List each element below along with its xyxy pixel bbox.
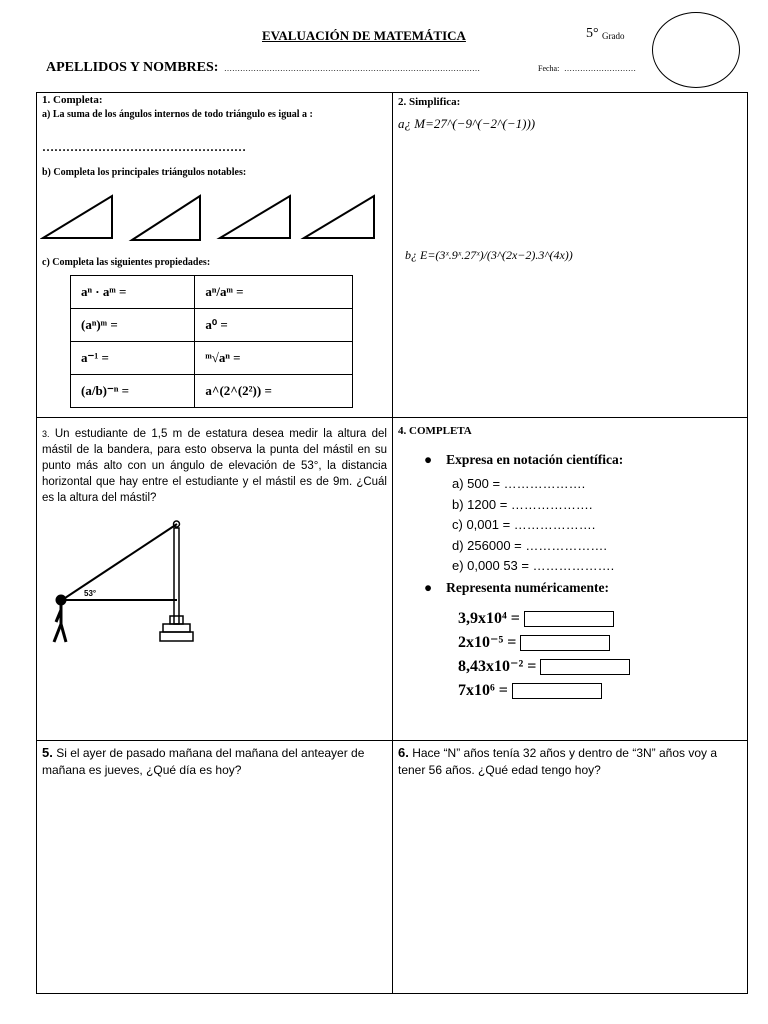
q5-statement bbox=[42, 744, 382, 779]
q4-bullet-2 bbox=[424, 580, 609, 596]
notable-triangles bbox=[40, 190, 380, 245]
q5-number: 5. bbox=[42, 745, 53, 760]
rep-row-2 bbox=[458, 631, 630, 655]
rep-answer-box-2[interactable] bbox=[520, 635, 610, 651]
date-label: Fecha: bbox=[538, 64, 560, 73]
rep-row-3 bbox=[458, 655, 630, 679]
q4-representation-list bbox=[458, 607, 630, 703]
name-label: APELLIDOS Y NOMBRES: bbox=[46, 60, 219, 75]
triangle-2 bbox=[132, 196, 200, 240]
photo-circle bbox=[652, 12, 740, 88]
triangle-3 bbox=[220, 196, 290, 238]
exam-title: EVALUACIÓN DE MATEMÁTICA bbox=[262, 28, 466, 43]
q4-bullet-2-text: Representa numéricamente: bbox=[446, 580, 609, 595]
table-row bbox=[71, 342, 353, 375]
rep-row-4 bbox=[458, 679, 630, 703]
rep-answer-box-3[interactable] bbox=[540, 659, 630, 675]
prop-root[interactable]: ᵐ√aⁿ = bbox=[195, 342, 353, 375]
rep-answer-box-4[interactable] bbox=[512, 683, 602, 699]
q1-part-b: b) Completa los principales triángulos notables: bbox=[42, 167, 247, 178]
table-row bbox=[71, 276, 353, 309]
q1-part-c: c) Completa las siguientes propiedades: bbox=[42, 257, 211, 268]
student-figure bbox=[54, 596, 66, 642]
q2-title: 2. Simplifica: bbox=[398, 96, 461, 108]
q6-text: Hace “N” años tenía 32 años y dentro de “3N” años voy a tener 56 años. ¿Qué edad tengo hoy? bbox=[398, 746, 718, 777]
table-row bbox=[71, 309, 353, 342]
table-row bbox=[71, 375, 353, 408]
flagpole bbox=[160, 521, 193, 641]
rep-expression-3: 8,43x10⁻² = bbox=[458, 658, 537, 675]
prop-quotient[interactable]: aⁿ/aᵐ = bbox=[195, 276, 353, 309]
angle-label: 53° bbox=[84, 589, 97, 598]
rep-expression-2: 2x10⁻⁵ = bbox=[458, 634, 517, 651]
q4-title: 4. COMPLETA bbox=[398, 425, 472, 437]
q4-item-b[interactable]: b) 1200 = ………………. bbox=[452, 496, 593, 512]
properties-table bbox=[70, 275, 353, 408]
q3-statement bbox=[42, 426, 387, 506]
q1-part-a: a) La suma de los ángulos internos de todo triángulo es igual a : bbox=[42, 109, 313, 120]
grid-divider-row2 bbox=[36, 740, 748, 741]
prop-fraction-negative[interactable]: (a/b)⁻ⁿ = bbox=[71, 375, 195, 408]
grid-divider-vertical bbox=[392, 92, 393, 994]
prop-negative-exponent[interactable]: a⁻¹ = bbox=[71, 342, 195, 375]
triangle-1 bbox=[43, 196, 112, 238]
bullet-dot: ● bbox=[424, 580, 433, 595]
rep-expression-4: 7x10⁶ = bbox=[458, 682, 508, 699]
rep-answer-box-1[interactable] bbox=[524, 611, 614, 627]
flagpole-diagram bbox=[44, 518, 204, 648]
q4-item-d[interactable]: d) 256000 = ………………. bbox=[452, 537, 607, 553]
bullet-dot: ● bbox=[424, 452, 433, 467]
grid-divider-row1 bbox=[36, 417, 748, 418]
triangle-4 bbox=[304, 196, 374, 238]
q4-item-list bbox=[452, 474, 614, 577]
q4-bullet-1 bbox=[424, 452, 623, 468]
q4-item-e[interactable]: e) 0,000 53 = ………………. bbox=[452, 558, 615, 573]
q6-statement bbox=[398, 744, 743, 779]
grade-label: Grado bbox=[602, 31, 625, 41]
q1-part-a-answer[interactable]: …………………………………………… bbox=[42, 140, 246, 154]
prop-product[interactable]: aⁿ · aᵐ = bbox=[71, 276, 195, 309]
q3-number: 3. bbox=[42, 429, 50, 439]
date-field[interactable]: ……………………… bbox=[564, 64, 636, 73]
rep-row-1 bbox=[458, 607, 630, 631]
prop-power-of-power[interactable]: (aⁿ)ᵐ = bbox=[71, 309, 195, 342]
grade-number: 5° bbox=[586, 26, 599, 41]
rep-expression-1: 3,9x10⁴ = bbox=[458, 610, 520, 627]
name-field[interactable]: …………………………………………………………………………………… bbox=[224, 64, 480, 73]
q5-text: Si el ayer de pasado mañana del mañana del anteayer de mañana es jueves, ¿Qué día es hoy? bbox=[42, 746, 365, 777]
q2-expression-b: b¿ E=(3ˣ.9ˣ.27ˣ)/(3^(2x−2).3^(4x)) bbox=[405, 248, 573, 262]
line-of-sight bbox=[62, 524, 177, 600]
q6-number: 6. bbox=[398, 745, 409, 760]
prop-tower[interactable]: a^(2^(2²)) = bbox=[195, 375, 353, 408]
q1-title: 1. Completa: bbox=[42, 94, 103, 106]
q4-bullet-1-text: Expresa en notación científica: bbox=[446, 452, 624, 467]
q4-item-c[interactable]: c) 0,001 = ………………. bbox=[452, 517, 596, 532]
q2-expression-a: a¿ M=27^(−9^(−2^(−1))) bbox=[398, 116, 536, 131]
q4-item-a[interactable]: a) 500 = ………………. bbox=[452, 476, 586, 491]
q3-text: Un estudiante de 1,5 m de estatura desea medir la altura del mástil de la bandera, para esto observa la punta del mástil en su punto más alto con un ángulo de elevación de 53°, la distancia horizontal que hay entre el estudiante y el mástil es de 9m. ¿Cuál es la altura del mástil? bbox=[42, 428, 387, 504]
prop-zero-exponent[interactable]: a⁰ = bbox=[195, 309, 353, 342]
